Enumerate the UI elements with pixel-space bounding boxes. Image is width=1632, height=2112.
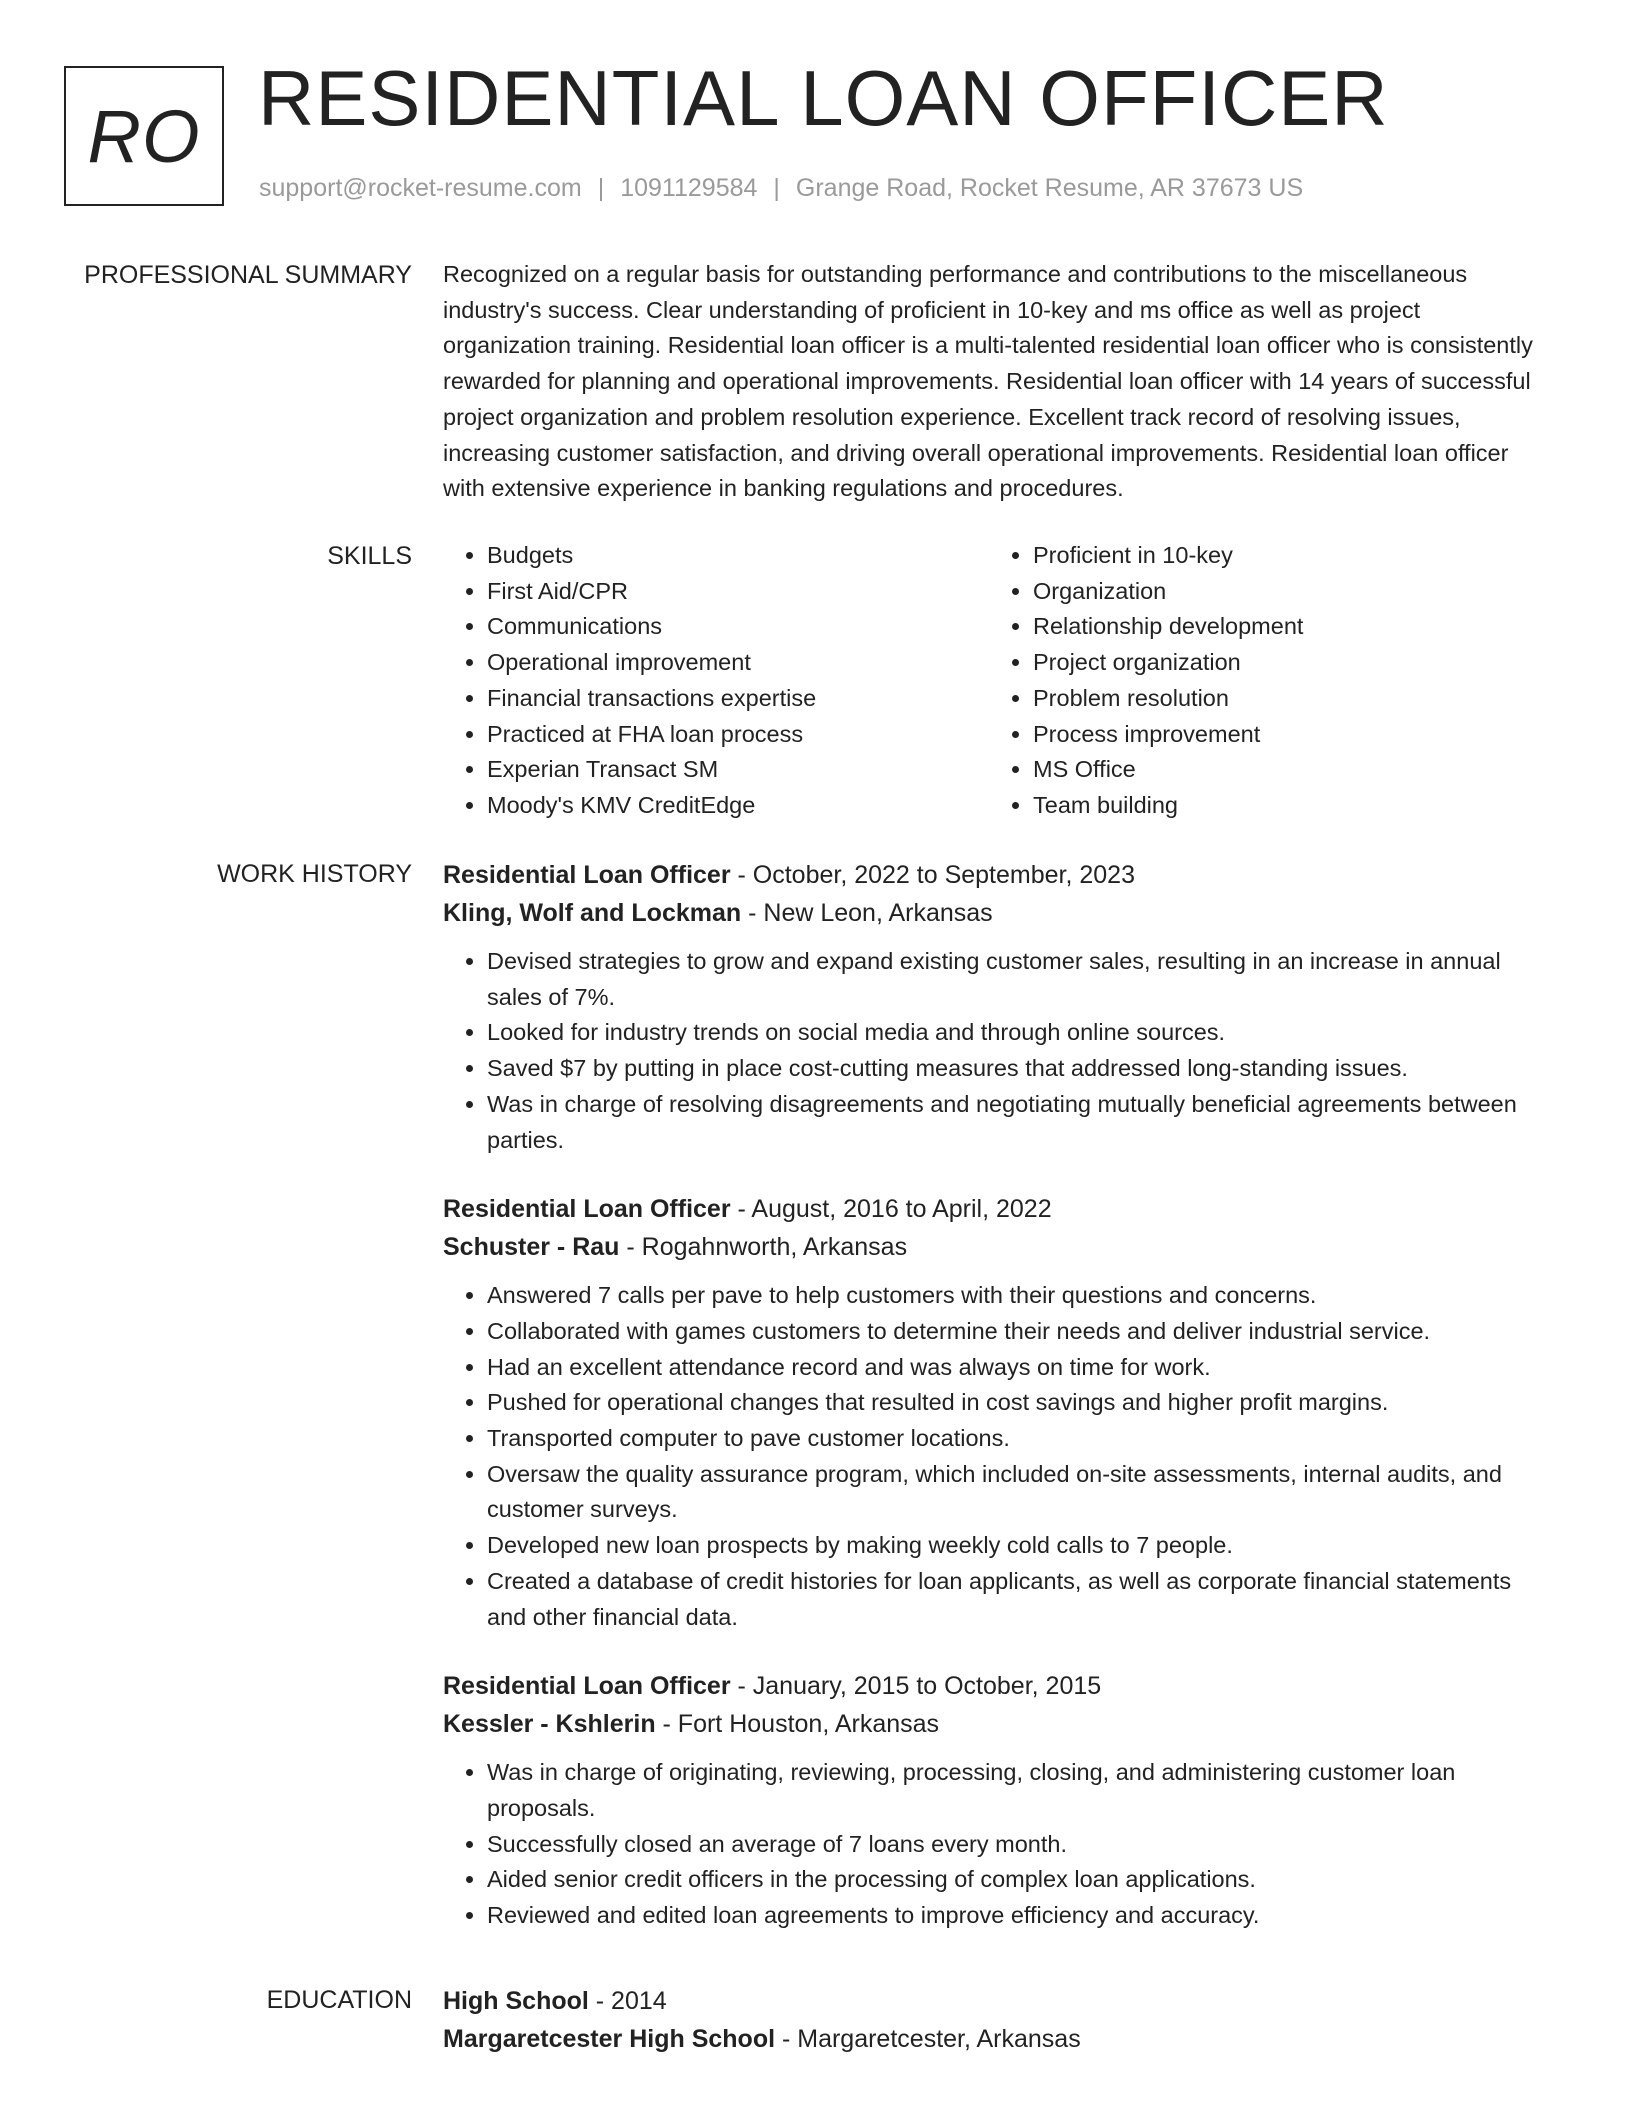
job-bullets: [443, 1755, 1553, 1934]
work-history-body: [443, 856, 1553, 1966]
education-school-line: [443, 2020, 1553, 2058]
job-bullet: • Was in charge of resolving disagreements and negotiating mutually beneficial agreements between parties.: [487, 1087, 1553, 1158]
job-company: Kessler - Kshlerin: [443, 1710, 656, 1739]
skill-item: • Project organization: [1033, 645, 1533, 681]
monogram-box: RO: [64, 66, 224, 206]
skill-item: • First Aid/CPR: [487, 574, 987, 610]
job-company-line: [443, 1228, 1553, 1266]
education-body: [443, 1982, 1553, 2058]
job-company-line: [443, 1705, 1553, 1743]
job-bullet: • Devised strategies to grow and expand existing customer sales, resulting in an increase in annual sales of 7%.: [487, 944, 1553, 1015]
skills-heading: SKILLS: [327, 542, 412, 570]
job-location: - Rogahnworth, Arkansas: [619, 1233, 908, 1262]
job-location: - Fort Houston, Arkansas: [655, 1710, 940, 1739]
education-school: Margaretcester High School: [443, 2025, 776, 2053]
job-entry: [443, 1190, 1553, 1635]
job-bullet: • Looked for industry trends on social media and through online sources.: [487, 1015, 1553, 1051]
skill-item: • Relationship development: [1033, 609, 1533, 645]
job-company: Kling, Wolf and Lockman: [443, 899, 742, 927]
skill-item: • Operational improvement: [487, 645, 987, 681]
job-entry: [443, 1667, 1553, 1934]
skills-column-left: [443, 538, 987, 824]
skill-item: • Budgets: [487, 538, 987, 574]
skill-item: • Financial transactions expertise: [487, 681, 987, 717]
job-bullet: • Saved $7 by putting in place cost-cutting measures that addressed long-standing issues.: [487, 1051, 1553, 1087]
skills-list: [443, 538, 1553, 824]
job-location: - New Leon, Arkansas: [741, 899, 993, 927]
contact-separator: |: [597, 174, 605, 202]
summary-body: [443, 257, 1553, 507]
skill-item: • Problem resolution: [1033, 681, 1533, 717]
job-bullet: • Successfully closed an average of 7 loans every month.: [487, 1827, 1553, 1863]
job-title-line: [443, 856, 1553, 894]
job-title: Residential Loan Officer: [443, 1672, 731, 1701]
job-title: Residential Loan Officer: [443, 861, 731, 889]
job-bullet: • Created a database of credit histories for loan applicants, as well as corporate financial statements and other financial data.: [487, 1564, 1553, 1635]
job-dates: - October, 2022 to September, 2023: [730, 861, 1135, 889]
education-degree-line: [443, 1982, 1553, 2020]
contact-email: support@rocket-resume.com: [259, 174, 582, 202]
skill-item: • Communications: [487, 609, 987, 645]
job-title-line: [443, 1667, 1553, 1705]
job-bullets: [443, 944, 1553, 1158]
job-bullet: • Aided senior credit officers in the processing of complex loan applications.: [487, 1862, 1553, 1898]
education-heading: EDUCATION: [266, 1986, 412, 2014]
summary-heading: PROFESSIONAL SUMMARY: [84, 261, 412, 289]
skill-item: • Experian Transact SM: [487, 752, 987, 788]
job-entry: [443, 856, 1553, 1158]
education-degree: High School: [443, 1987, 589, 2015]
job-title-line: [443, 1190, 1553, 1228]
contact-line: [259, 174, 1303, 203]
summary-text: Recognized on a regular basis for outstanding performance and contributions to the miscellaneous industry's success. Clear understanding of proficient in 10-key and ms office as well as project organization training. Residential loan officer is a multi-talented residential loan officer who is consistently rewarded for planning and operational improvements. Residential loan officer with 14 years of successful project organization and problem resolution experience. Excellent track record of resolving issues, increasing customer satisfaction, and driving overall operational improvements. Residential loan officer with extensive experience in banking regulations and procedures.: [443, 261, 1533, 502]
job-bullet: • Developed new loan prospects by making weekly cold calls to 7 people.: [487, 1528, 1553, 1564]
job-bullet: • Was in charge of originating, reviewing, processing, closing, and administering customer loan proposals.: [487, 1755, 1553, 1826]
work-history-heading: WORK HISTORY: [217, 860, 412, 888]
contact-separator: |: [773, 174, 780, 202]
education-year: - 2014: [588, 1987, 667, 2015]
job-company: Schuster - Rau: [443, 1233, 620, 1262]
job-title: Residential Loan Officer: [443, 1195, 731, 1224]
skill-item: • Organization: [1033, 574, 1533, 610]
job-bullets: [443, 1278, 1553, 1635]
skill-item: • MS Office: [1033, 752, 1533, 788]
job-dates: - January, 2015 to October, 2015: [730, 1672, 1102, 1701]
job-bullet: • Transported computer to pave customer locations.: [487, 1421, 1553, 1457]
job-dates: - August, 2016 to April, 2022: [730, 1195, 1052, 1224]
skills-column-right: [987, 538, 1533, 824]
job-bullet: • Reviewed and edited loan agreements to improve efficiency and accuracy.: [487, 1898, 1553, 1934]
contact-address: Grange Road, Rocket Resume, AR 37673 US: [795, 174, 1304, 202]
job-bullet: • Pushed for operational changes that resulted in cost savings and higher profit margins.: [487, 1385, 1553, 1421]
job-company-line: [443, 894, 1553, 932]
page-title: RESIDENTIAL LOAN OFFICER: [258, 54, 1389, 142]
contact-phone: 1091129584: [620, 174, 758, 202]
job-bullet: • Collaborated with games customers to determine their needs and deliver industrial service.: [487, 1314, 1553, 1350]
job-bullet: • Answered 7 calls per pave to help customers with their questions and concerns.: [487, 1278, 1553, 1314]
job-bullet: • Oversaw the quality assurance program, which included on-site assessments, internal audits, and customer surveys.: [487, 1457, 1553, 1528]
job-bullet: • Had an excellent attendance record and was always on time for work.: [487, 1350, 1553, 1386]
skill-item: • Process improvement: [1033, 717, 1533, 753]
skill-item: • Moody's KMV CreditEdge: [487, 788, 987, 824]
education-location: - Margaretcester, Arkansas: [775, 2025, 1081, 2053]
skill-item: • Team building: [1033, 788, 1533, 824]
skill-item: • Practiced at FHA loan process: [487, 717, 987, 753]
skill-item: • Proficient in 10-key: [1033, 538, 1533, 574]
